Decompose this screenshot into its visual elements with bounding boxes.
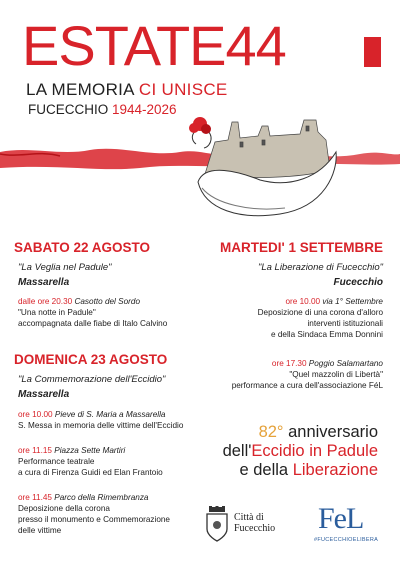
day2-item-line: S. Messa in memoria delle vittime dell'Eccidio (18, 421, 184, 430)
day3-item-line: Deposizione di una corona d'alloro (257, 308, 383, 317)
day1-line: "Una notte in Padule" (18, 308, 96, 317)
day2-item-line: delle vittime (18, 526, 62, 535)
anniversary-line1: 82° anniversario (258, 423, 378, 441)
day3-location: Fucecchio (333, 277, 383, 288)
red-flower-icon (189, 117, 211, 134)
anniversary-line3: e della Liberazione (239, 461, 378, 479)
day3-item-line: performance a cura dell'associazione FéL (231, 381, 383, 390)
day3-item-time-venue: ore 10.00 via 1° Settembre (285, 297, 383, 306)
city-logo-text: Città di Fucecchio (234, 512, 276, 534)
fel-logo: FeL (318, 502, 364, 535)
day3-item-time-venue: ore 17.30 Poggio Salamartano (271, 359, 383, 368)
day2-item-time-venue: ore 10.00 Pieve di S. Maria a Massarella (18, 410, 166, 419)
castle-drawing (205, 120, 330, 177)
day3-title: "La Liberazione di Fucecchio" (257, 262, 383, 273)
day1-date: SABATO 22 AGOSTO (14, 240, 151, 255)
day3-item-line: e della Sindaca Emma Donnini (271, 330, 383, 339)
day3-date: MARTEDI' 1 SETTEMBRE (220, 240, 383, 255)
title-red-block (364, 37, 381, 67)
fel-hashtag: #FUCECCHIOELIBERA (314, 537, 379, 543)
day2-item-time-venue: ore 11.45 Parco della Rimembranza (18, 493, 149, 502)
day3-item-line: interventi istituzionali (307, 319, 383, 328)
poster-title: ESTATE44 (22, 14, 286, 77)
day2-item-line: a cura di Firenza Guidi ed Elan Frantoio (18, 468, 163, 477)
day2-item-line: Performance teatrale (18, 457, 95, 466)
red-landscape-band (0, 149, 400, 169)
poster-subtitle: LA MEMORIA CI UNISCE (26, 80, 228, 99)
day2-date: DOMENICA 23 AGOSTO (14, 352, 168, 367)
day1-title: "La Veglia nel Padule" (18, 262, 112, 273)
day2-title: "La Commemorazione dell'Eccidio" (18, 374, 166, 385)
day2-item-line: presso il monumento e Commemorazione (18, 515, 170, 524)
day3-item-line: "Quel mazzolin di Libertà" (289, 370, 383, 379)
city-crest-icon (205, 505, 229, 543)
day2-item-line: Deposizione della corona (18, 504, 110, 513)
day1-location: Massarella (18, 277, 70, 288)
poster-place: FUCECCHIO 1944-2026 (28, 102, 177, 117)
day2-location: Massarella (18, 389, 70, 400)
anniversary-line2: dell'Eccidio in Padule (222, 442, 378, 460)
hero-illustration (0, 112, 400, 232)
anniversary-block (223, 423, 378, 480)
day2-item-time-venue: ore 11.15 Piazza Sette Martiri (18, 446, 126, 455)
day1-time-venue: dalle ore 20.30 Casotto del Sordo (18, 297, 140, 306)
day1-line: accompagnata dalle fiabe di Italo Calvino (18, 319, 168, 328)
